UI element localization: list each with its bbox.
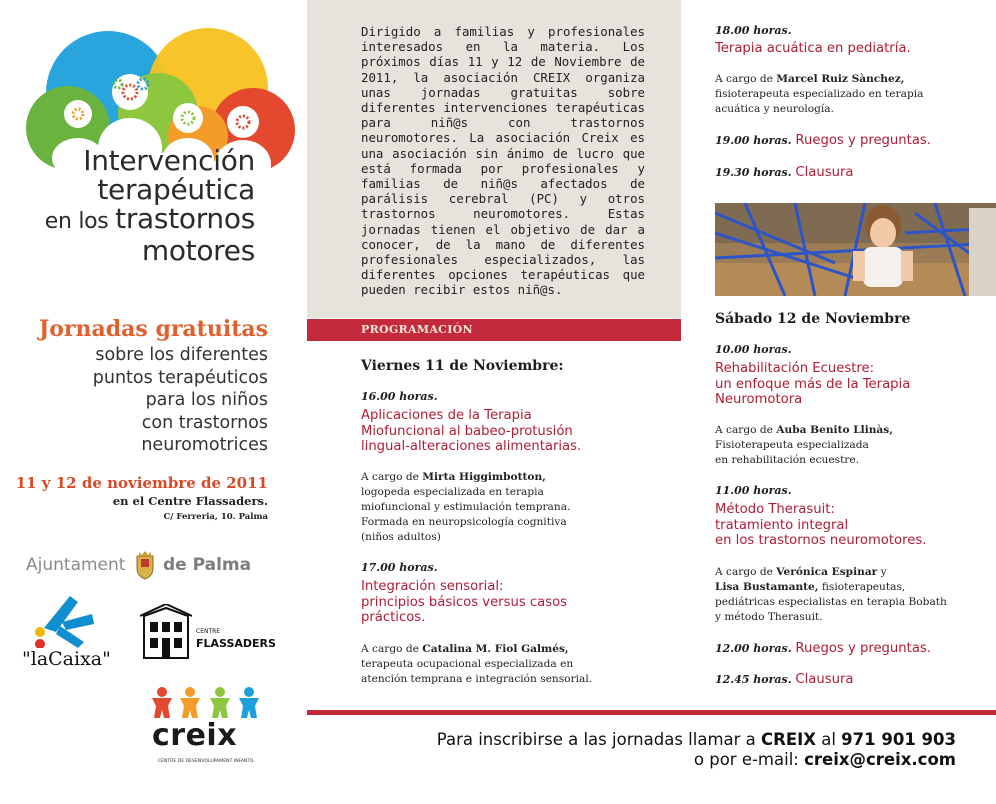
speaker-line — [361, 642, 592, 657]
session-hour — [715, 672, 853, 687]
jornadas-subtitle — [0, 344, 268, 457]
session-hour — [715, 165, 853, 180]
speaker-desc-line: Fisioterapeuta especializada — [715, 439, 869, 451]
speaker-prefix: A cargo de — [361, 643, 423, 655]
session-title-line: Aplicaciones de la Terapia — [361, 408, 532, 423]
ajuntament-text: Ajuntament — [26, 555, 126, 575]
creix-children-icon — [148, 686, 264, 718]
speaker-prefix: A cargo de — [715, 566, 777, 578]
title-line-2: terapéutica — [97, 173, 255, 206]
speaker-desc-line: terapeuta ocupacional especializada en — [361, 658, 574, 670]
session-title: Clausura — [795, 672, 854, 687]
speaker-desc-line: pediátricas especialistas en terapia Bobath — [715, 596, 947, 608]
session-title — [361, 579, 567, 626]
footer-text: Para inscribirse a las jornadas llamar a — [436, 730, 762, 749]
flassaders-main-text: FLASSADERS — [196, 637, 276, 650]
lacaixa-text: "laCaixa" — [22, 648, 111, 670]
session-title — [361, 408, 581, 455]
session-hour: 16.00 horas. — [361, 390, 438, 403]
session-title-line: un enfoque más de la Terapia — [715, 376, 911, 392]
event-dates: 11 y 12 de noviembre de 2011 — [15, 474, 268, 492]
session-speaker — [715, 72, 923, 117]
hour-text: 19.30 horas. — [715, 166, 792, 179]
session-title-line: prácticos. — [361, 610, 426, 625]
speaker-conjunction: y — [877, 566, 887, 578]
speaker-desc: fisioterapeutas, — [818, 581, 906, 593]
jornadas-sub-line: sobre los diferentes — [95, 345, 268, 365]
session-title-line: tratamiento integral — [715, 517, 849, 533]
session-hour: 11.00 horas. — [715, 484, 792, 497]
saturday-heading: Sábado 12 de Noviembre — [715, 311, 911, 327]
hour-text: 12.00 horas. — [715, 642, 792, 655]
ajuntament-palma-logo — [26, 552, 266, 582]
speaker-name: Auba Benito Llinàs, — [776, 424, 893, 436]
lacaixa-logo — [22, 592, 114, 678]
session-speaker — [715, 423, 893, 468]
session-hour: 17.00 horas. — [361, 561, 438, 574]
speaker-desc-line: fisioterapeuta especializado en terapia — [715, 88, 924, 100]
footer-text: al — [815, 730, 842, 749]
child-therapy-photo — [715, 203, 996, 296]
intro-paragraph: Dirigido a familias y profesionales interesados en la materia. Los próximos días 11 y 12 de Noviembre de 2011, la asociación CREIX organiza unas jornadas gratuitas sobre diferentes intervenciones terapéuticas para niñ@s con trastornos neuromotores. La asociación Creix es una asociación sin ánimo de lucro que está formada por profesionales y familias de niñ@s afectados de parálisis cerebral (PC) y otros trastornos neuromotores. Estas jornadas tienen el objetivo de dar a conocer, de la mano de diferentes profesionales especializados, las diferentes opciones terapéuticas que pueden recibir estos niñ@s. — [361, 24, 645, 298]
event-title — [0, 146, 255, 265]
session-title: Ruegos y preguntas. — [795, 641, 931, 656]
creix-wordmark: creix — [152, 718, 238, 753]
footer-email: creix@creix.com — [804, 750, 956, 769]
session-title — [715, 361, 910, 408]
speaker-name: Lisa Bustamante, — [715, 581, 819, 593]
centre-flassaders-logo — [140, 604, 276, 662]
jornadas-sub-line: puntos terapéuticos — [92, 367, 268, 388]
flassaders-top-text: CENTRE — [196, 628, 221, 635]
session-title: Ruegos y preguntas. — [795, 133, 931, 148]
title-line-3-prefix: en los — [44, 209, 116, 234]
footer-phone: 971 901 903 — [841, 730, 956, 749]
event-address: C/ Ferreria, 10. Palma — [163, 512, 268, 522]
jornadas-sub-line: para los niños — [145, 390, 268, 410]
friday-heading: Viernes 11 de Noviembre: — [361, 358, 564, 374]
session-speaker — [715, 565, 947, 625]
session-title-line: lingual-alteraciones alimentarias. — [361, 439, 582, 454]
speaker-name: Mirta Higgimbotton, — [422, 471, 546, 483]
speaker-prefix: A cargo de — [715, 73, 777, 85]
session-hour: 10.00 horas. — [715, 343, 792, 356]
speaker-name: Marcel Ruiz Sànchez, — [776, 73, 905, 85]
session-title-line: en los trastornos neuromotores. — [715, 533, 927, 548]
session-title-line: Rehabilitación Ecuestre: — [715, 361, 875, 376]
session-title — [715, 502, 926, 549]
speaker-prefix: A cargo de — [715, 424, 777, 436]
speaker-desc-line: en rehabilitación ecuestre. — [715, 454, 860, 466]
session-title-line: Neuromotora — [715, 392, 803, 407]
speaker-line — [715, 72, 923, 87]
speaker-desc-line: (niños adultos) — [361, 531, 441, 543]
session-speaker — [361, 470, 570, 545]
speaker-prefix: A cargo de — [361, 471, 423, 483]
creix-subtitle: CENTRE DE DESENVOLUPAMENT INFANTIL — [157, 759, 255, 764]
speaker-line — [715, 580, 947, 595]
speaker-desc-line: y método Therasuit. — [715, 611, 823, 623]
speaker-line — [361, 470, 570, 485]
palma-crest-icon — [133, 550, 157, 580]
session-title-line: Método Therasuit: — [715, 502, 835, 517]
event-venue: en el Centre Flassaders. — [112, 494, 268, 508]
session-hour: 18.00 horas. — [715, 24, 792, 37]
footer-email-line — [300, 750, 956, 769]
hour-text: 12.45 horas. — [715, 673, 792, 686]
speaker-desc-line: atención temprana e integración sensorial. — [361, 673, 593, 685]
session-hour — [715, 133, 931, 148]
de-palma-text: de Palma — [163, 555, 252, 575]
session-title-line: principios básicos versus casos — [361, 594, 568, 610]
title-line-3-main: trastornos — [115, 202, 255, 235]
speaker-desc-line: logopeda especializada en terapia — [361, 486, 544, 498]
session-speaker — [361, 642, 592, 687]
title-line-3 — [0, 204, 255, 236]
programacion-label: PROGRAMACIÓN — [361, 323, 473, 336]
jornadas-sub-line: neuromotrices — [141, 435, 268, 455]
footer-org: CREIX — [761, 730, 816, 749]
programacion-bar — [307, 319, 681, 341]
session-title: Terapia acuática en pediatría. — [715, 41, 911, 56]
speaker-line — [715, 423, 893, 438]
speaker-name: Verónica Espinar — [776, 566, 878, 578]
title-line-1: Intervención — [83, 144, 255, 177]
footer-text: o por e-mail: — [693, 750, 805, 769]
session-title: Clausura — [795, 165, 854, 180]
speaker-desc-line: Formada en neuropsicología cognitiva — [361, 516, 567, 528]
jornadas-sub-line: con trastornos — [141, 412, 268, 433]
creix-logo — [148, 686, 264, 778]
building-icon — [140, 604, 192, 660]
session-title-line: Integración sensorial: — [361, 579, 504, 594]
session-title-line: Miofuncional al babeo-protusión — [361, 423, 573, 439]
footer-register-line — [300, 730, 956, 749]
session-hour — [715, 641, 931, 656]
title-line-4: motores — [141, 234, 255, 267]
speaker-desc-line: acuática y neurología. — [715, 103, 834, 115]
footer-divider — [307, 710, 996, 715]
hour-text: 19.00 horas. — [715, 134, 792, 147]
speaker-desc-line: miofuncional y estimulación temprana. — [361, 501, 571, 513]
lacaixa-star-icon — [22, 592, 114, 648]
left-column — [0, 0, 290, 804]
speaker-line — [715, 565, 947, 580]
speaker-name: Catalina M. Fiol Galmés, — [422, 643, 569, 655]
jornadas-heading: Jornadas gratuitas — [38, 316, 268, 342]
